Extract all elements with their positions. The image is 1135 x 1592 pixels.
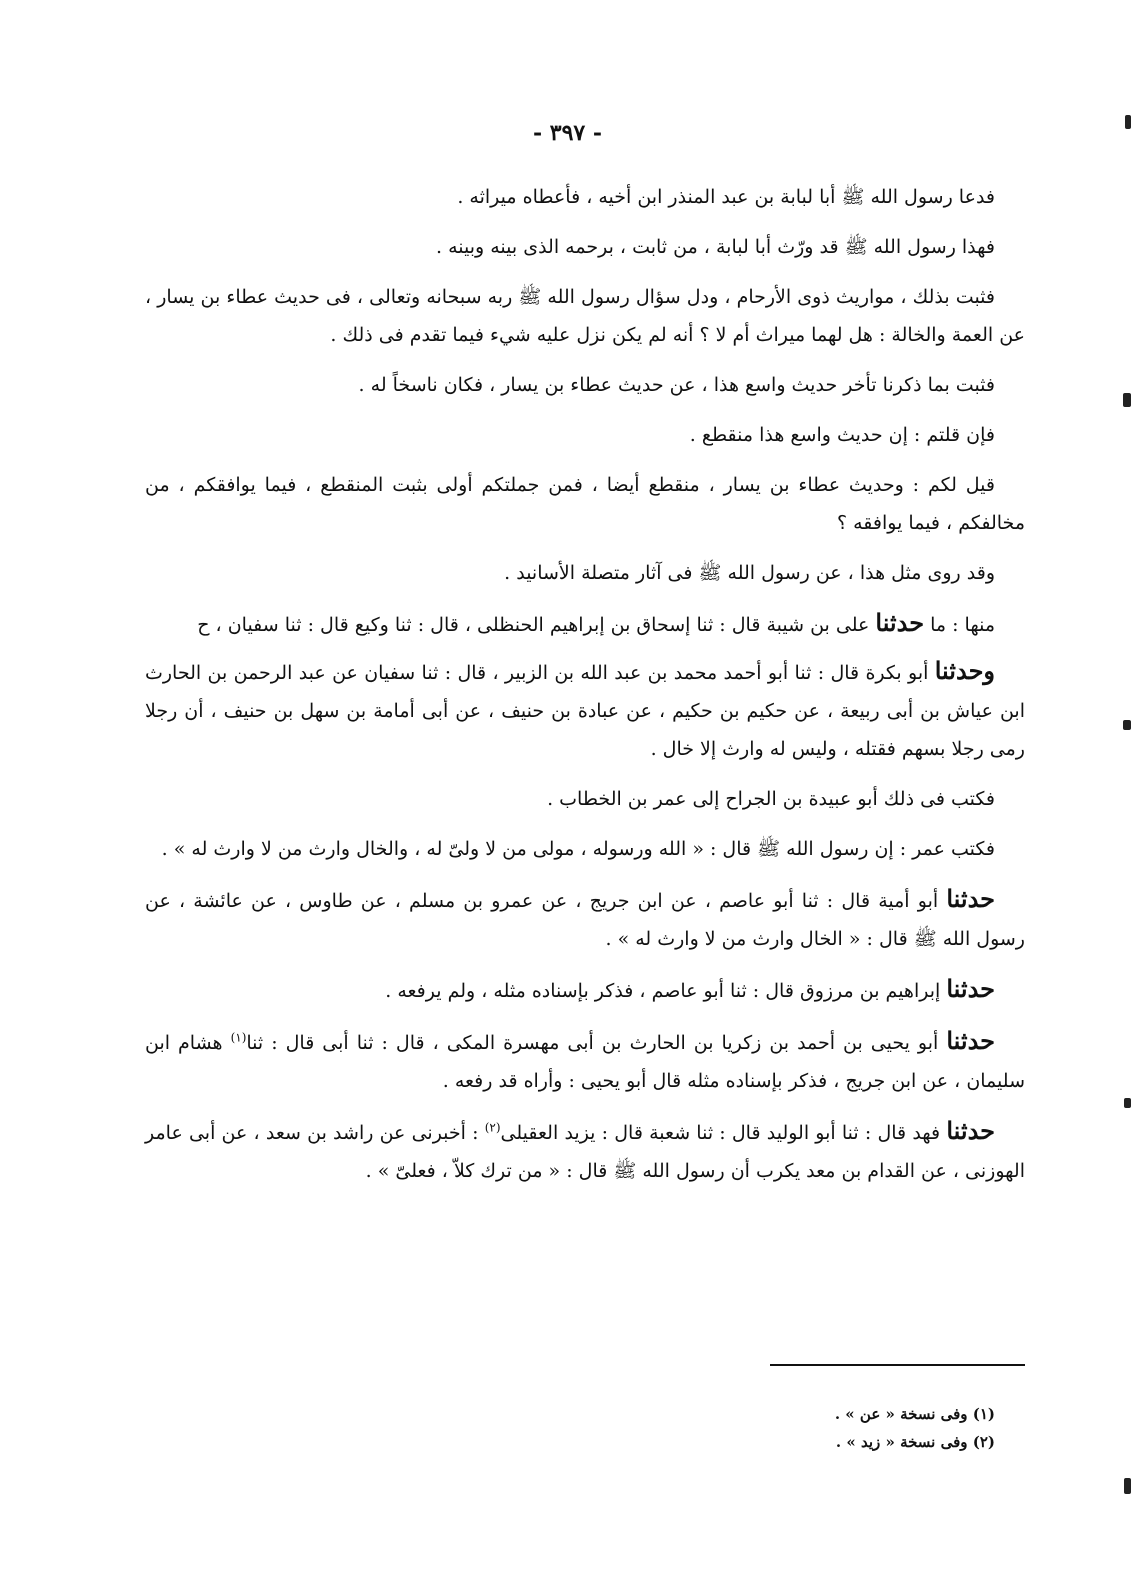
footnote-divider — [770, 1364, 1025, 1366]
paragraph-text: أبو أمية قال : ثنا أبو عاصم ، عن ابن جريج ، عن عمرو بن مسلم ، عن طاوس ، عن عائشة ، عن رسول الله ﷺ قال : « الخال وارث من لا وارث له » . — [145, 890, 1025, 950]
paragraph-text: وقد روى مثل هذا ، عن رسول الله ﷺ فى آثار متصلة الأسانيد . — [504, 562, 995, 584]
footnote-1: (١) وفى نسخة « عن » . — [834, 1405, 995, 1423]
paragraph-text: فكتب فى ذلك أبو عبيدة بن الجراح إلى عمر بن الخطاب . — [547, 788, 995, 810]
paragraph-2 — [145, 228, 1025, 266]
body-text — [145, 178, 1025, 1202]
paragraph-12 — [145, 880, 1025, 958]
paragraph-5 — [145, 416, 1025, 454]
footnote-ref-2[interactable]: (٢) — [484, 1120, 501, 1135]
paragraph-text: فثبت بذلك ، مواريث ذوى الأرحام ، ودل سؤال رسول الله ﷺ ربه سبحانه وتعالى ، فى حديث عطاء بن يسار ، عن العمة والخالة : هل لهما ميراث أم لا ؟ أنه لم يكن نزل عليه شيء فيما تقدم فى ذلك . — [145, 286, 1025, 346]
footnote-2: (٢) وفى نسخة « زيد » . — [835, 1433, 995, 1451]
hadith-lead-word: حدثنا — [946, 974, 995, 1003]
paragraph-11 — [145, 830, 1025, 868]
footnotes — [600, 1400, 995, 1456]
paragraph-text: أبو بكرة قال : ثنا أبو أحمد محمد بن عبد الله بن الزبير ، قال : ثنا سفيان عن عبد الرحمن بن الحارث ابن عياش بن أبى ربيعة ، عن حكيم بن حكيم ، عن عبادة بن حنيف ، عن أبى أمامة بن سهل بن حنيف ، أن رجلا رمى رجلا بسهم فقتله ، وليس له وارث إلا خال . — [145, 662, 1025, 760]
paragraph-text: فثبت بما ذكرنا تأخر حديث واسع هذا ، عن حديث عطاء بن يسار ، فكان ناسخاً له . — [358, 374, 995, 396]
paragraph-10 — [145, 780, 1025, 818]
paragraph-7 — [145, 554, 1025, 592]
scan-edge-mark — [1123, 393, 1131, 407]
paragraph-9 — [145, 652, 1025, 768]
paragraph-text: قيل لكم : وحديث عطاء بن يسار ، منقطع أيضا ، فمن جملتكم أولى بثبت المنقطع ، فيما يوافقكم ، من مخالفكم ، فيما يوافقه ؟ — [145, 474, 1025, 534]
page-number: - ٣٩٧ - — [532, 120, 603, 146]
paragraph-1 — [145, 178, 1025, 216]
paragraph-text: أبو يحيى بن أحمد بن زكريا بن الحارث بن أبى مهسرة المكى ، قال : ثنا أبى قال : ثنا — [246, 1032, 947, 1054]
hadith-lead-word: حدثنا — [946, 884, 995, 913]
paragraph-text-continued: هشام ابن سليمان ، عن ابن جريج ، فذكر بإسناده مثله قال أبو يحيى : وأراه قد رفعه . — [145, 1032, 1025, 1092]
paragraph-text: إبراهيم بن مرزوق قال : ثنا أبو عاصم ، فذكر بإسناده مثله ، ولم يرفعه . — [385, 980, 947, 1002]
footnote-ref-1[interactable]: (١) — [230, 1030, 247, 1045]
hadith-lead-word: حدثنا — [946, 1026, 995, 1055]
hadith-lead-word: حدثنا — [946, 1116, 995, 1145]
scan-edge-mark — [1124, 1478, 1131, 1494]
paragraph-text: فإن قلتم : إن حديث واسع هذا منقطع . — [689, 424, 995, 446]
paragraph-text: على بن شيبة قال : ثنا إسحاق بن إبراهيم الحنظلى ، قال : ثنا وكيع قال : ثنا سفيان ، ح — [197, 614, 876, 636]
scan-edge-mark — [1123, 720, 1131, 730]
paragraph-text: فكتب عمر : إن رسول الله ﷺ قال : « الله ورسوله ، مولى من لا ولىّ له ، والخال وارث من لا وارث له » . — [161, 838, 995, 860]
paragraph-6 — [145, 466, 1025, 542]
paragraph-text-continued: : أخبرنى عن راشد بن سعد ، عن أبى عامر الهوزنى ، عن القدام بن معد يكرب أن رسول الله ﷺ قال : « من ترك كلاّ ، فعلىّ » . — [145, 1122, 1025, 1182]
paragraph-text: فهد قال : ثنا أبو الوليد قال : ثنا شعبة قال : يزيد العقيلى — [500, 1122, 947, 1144]
paragraph-text: فهذا رسول الله ﷺ قد ورّث أبا لبابة ، من ثابت ، برحمه الذى بينه وبينه . — [436, 236, 995, 258]
paragraph-text: فدعا رسول الله ﷺ أبا لبابة بن عبد المنذر ابن أخيه ، فأعطاه ميراثه . — [457, 186, 995, 208]
hadith-lead-word: وحدثنا — [934, 656, 995, 685]
hadith-lead-word: حدثنا — [875, 608, 925, 637]
scan-edge-mark — [1125, 115, 1131, 129]
paragraph-14 — [145, 1022, 1025, 1100]
scan-edge-mark — [1124, 1098, 1131, 1108]
paragraph-3 — [145, 278, 1025, 354]
paragraph-prefix: منها : ما — [924, 614, 995, 636]
paragraph-15 — [145, 1112, 1025, 1190]
paragraph-8 — [145, 604, 1025, 644]
paragraph-13 — [145, 970, 1025, 1010]
paragraph-4 — [145, 366, 1025, 404]
